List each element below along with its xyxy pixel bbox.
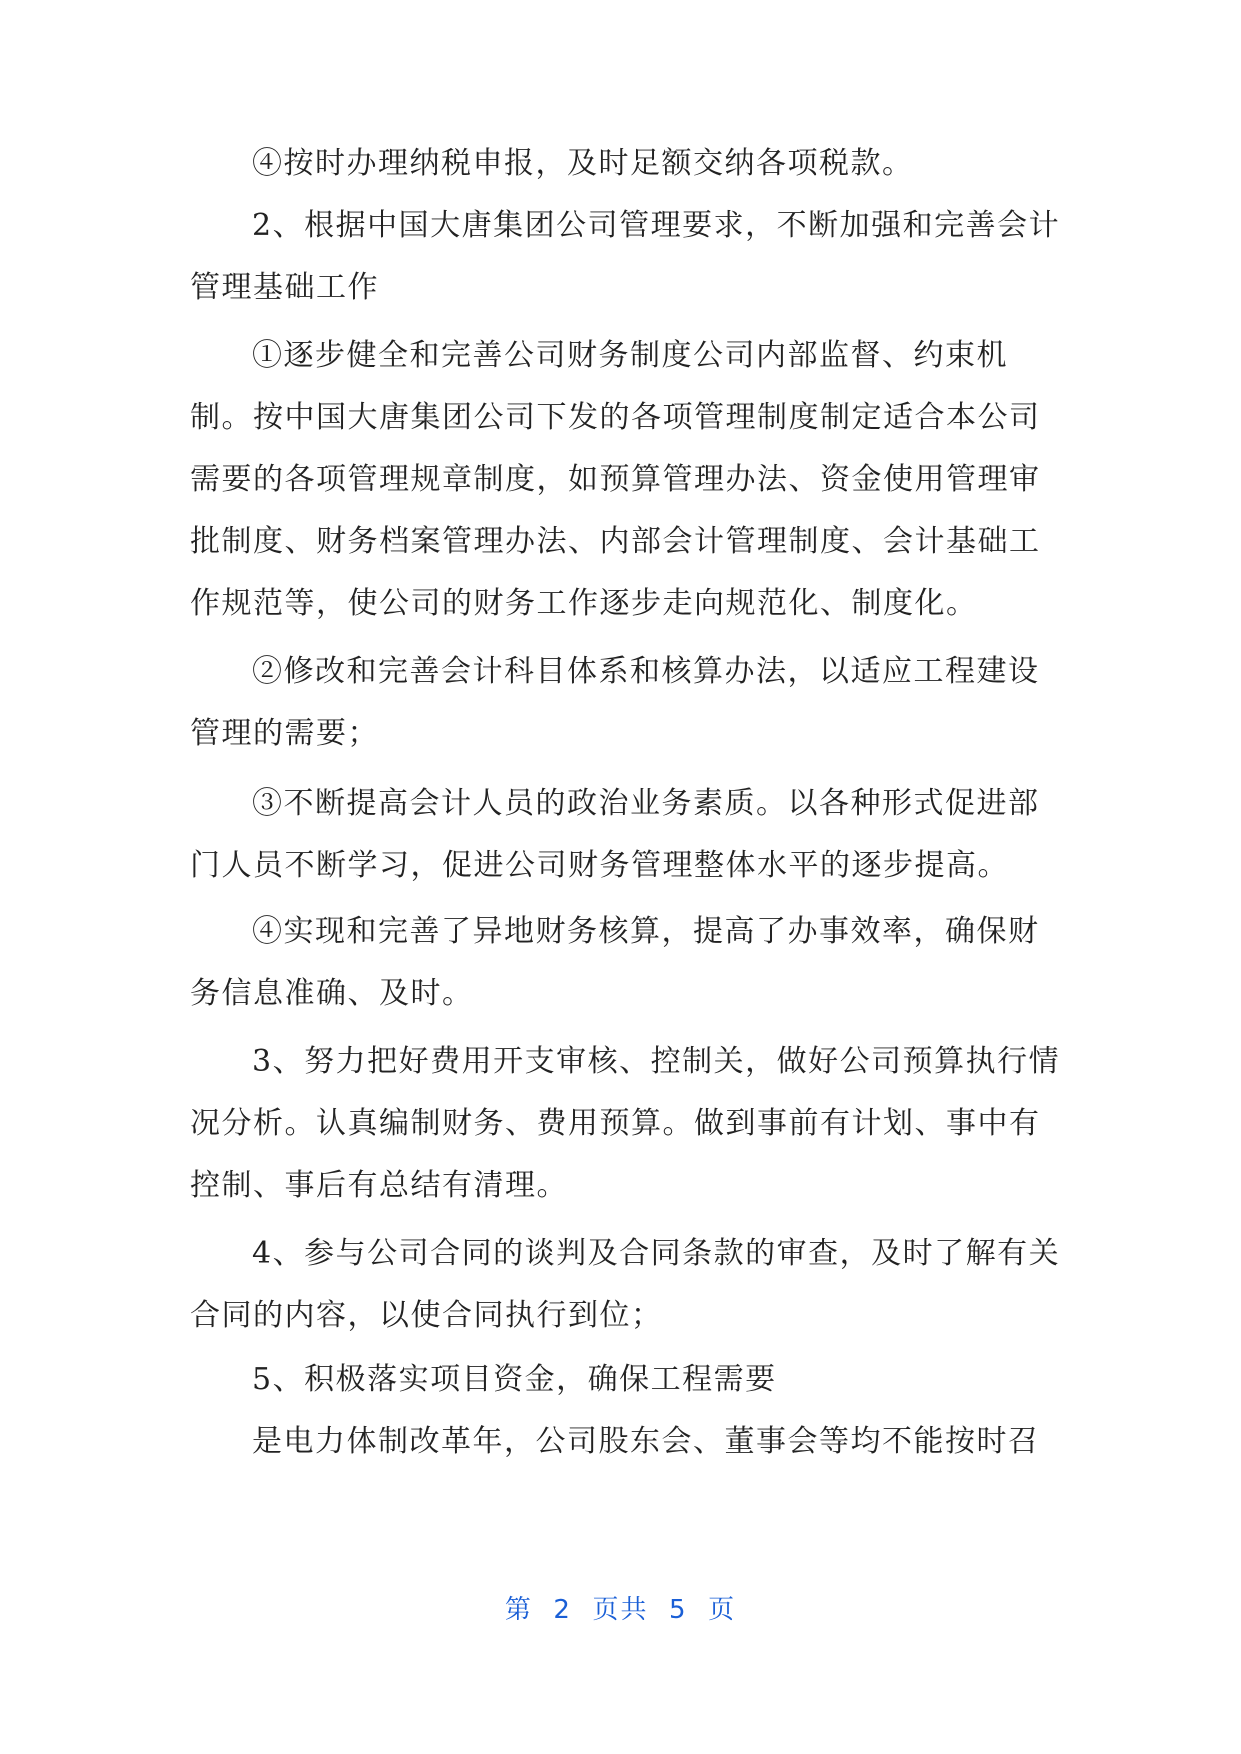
text-line: 管理基础工作 (190, 270, 379, 305)
text-line: 3、努力把好费用开支审核、控制关，做好公司预算执行情 (252, 1044, 1061, 1079)
text-line: 2、根据中国大唐集团公司管理要求，不断加强和完善会计 (252, 208, 1061, 243)
text-line: 管理的需要； (190, 716, 379, 751)
text-line: 是电力体制改革年，公司股东会、董事会等均不能按时召 (252, 1424, 1040, 1459)
text-line: 制。按中国大唐集团公司下发的各项管理制度制定适合本公司 (190, 400, 1041, 435)
text-line: 5、积极落实项目资金，确保工程需要 (252, 1362, 777, 1397)
text-line: ②修改和完善会计科目体系和核算办法，以适应工程建设 (252, 654, 1040, 689)
text-line: ③不断提高会计人员的政治业务素质。以各种形式促进部 (252, 786, 1040, 821)
text-line: 合同的内容，以使合同执行到位； (190, 1298, 663, 1333)
text-line: 需要的各项管理规章制度，如预算管理办法、资金使用管理审 (190, 462, 1041, 497)
text-line: 门人员不断学习，促进公司财务管理整体水平的逐步提高。 (190, 848, 1009, 883)
text-line: ④实现和完善了异地财务核算，提高了办事效率，确保财 (252, 914, 1040, 949)
page-number-footer: 第 2 页共 5 页 (504, 1595, 737, 1625)
text-line: 4、参与公司合同的谈判及合同条款的审查，及时了解有关 (252, 1236, 1061, 1271)
text-line: 务信息准确、及时。 (190, 976, 474, 1011)
text-line: 况分析。认真编制财务、费用预算。做到事前有计划、事中有 (190, 1106, 1041, 1141)
text-line: 批制度、财务档案管理办法、内部会计管理制度、会计基础工 (190, 524, 1041, 559)
text-line: ①逐步健全和完善公司财务制度公司内部监督、约束机 (252, 338, 1008, 373)
text-line: ④按时办理纳税申报，及时足额交纳各项税款。 (252, 146, 914, 181)
text-line: 作规范等，使公司的财务工作逐步走向规范化、制度化。 (190, 586, 978, 621)
text-line: 控制、事后有总结有清理。 (190, 1168, 568, 1203)
